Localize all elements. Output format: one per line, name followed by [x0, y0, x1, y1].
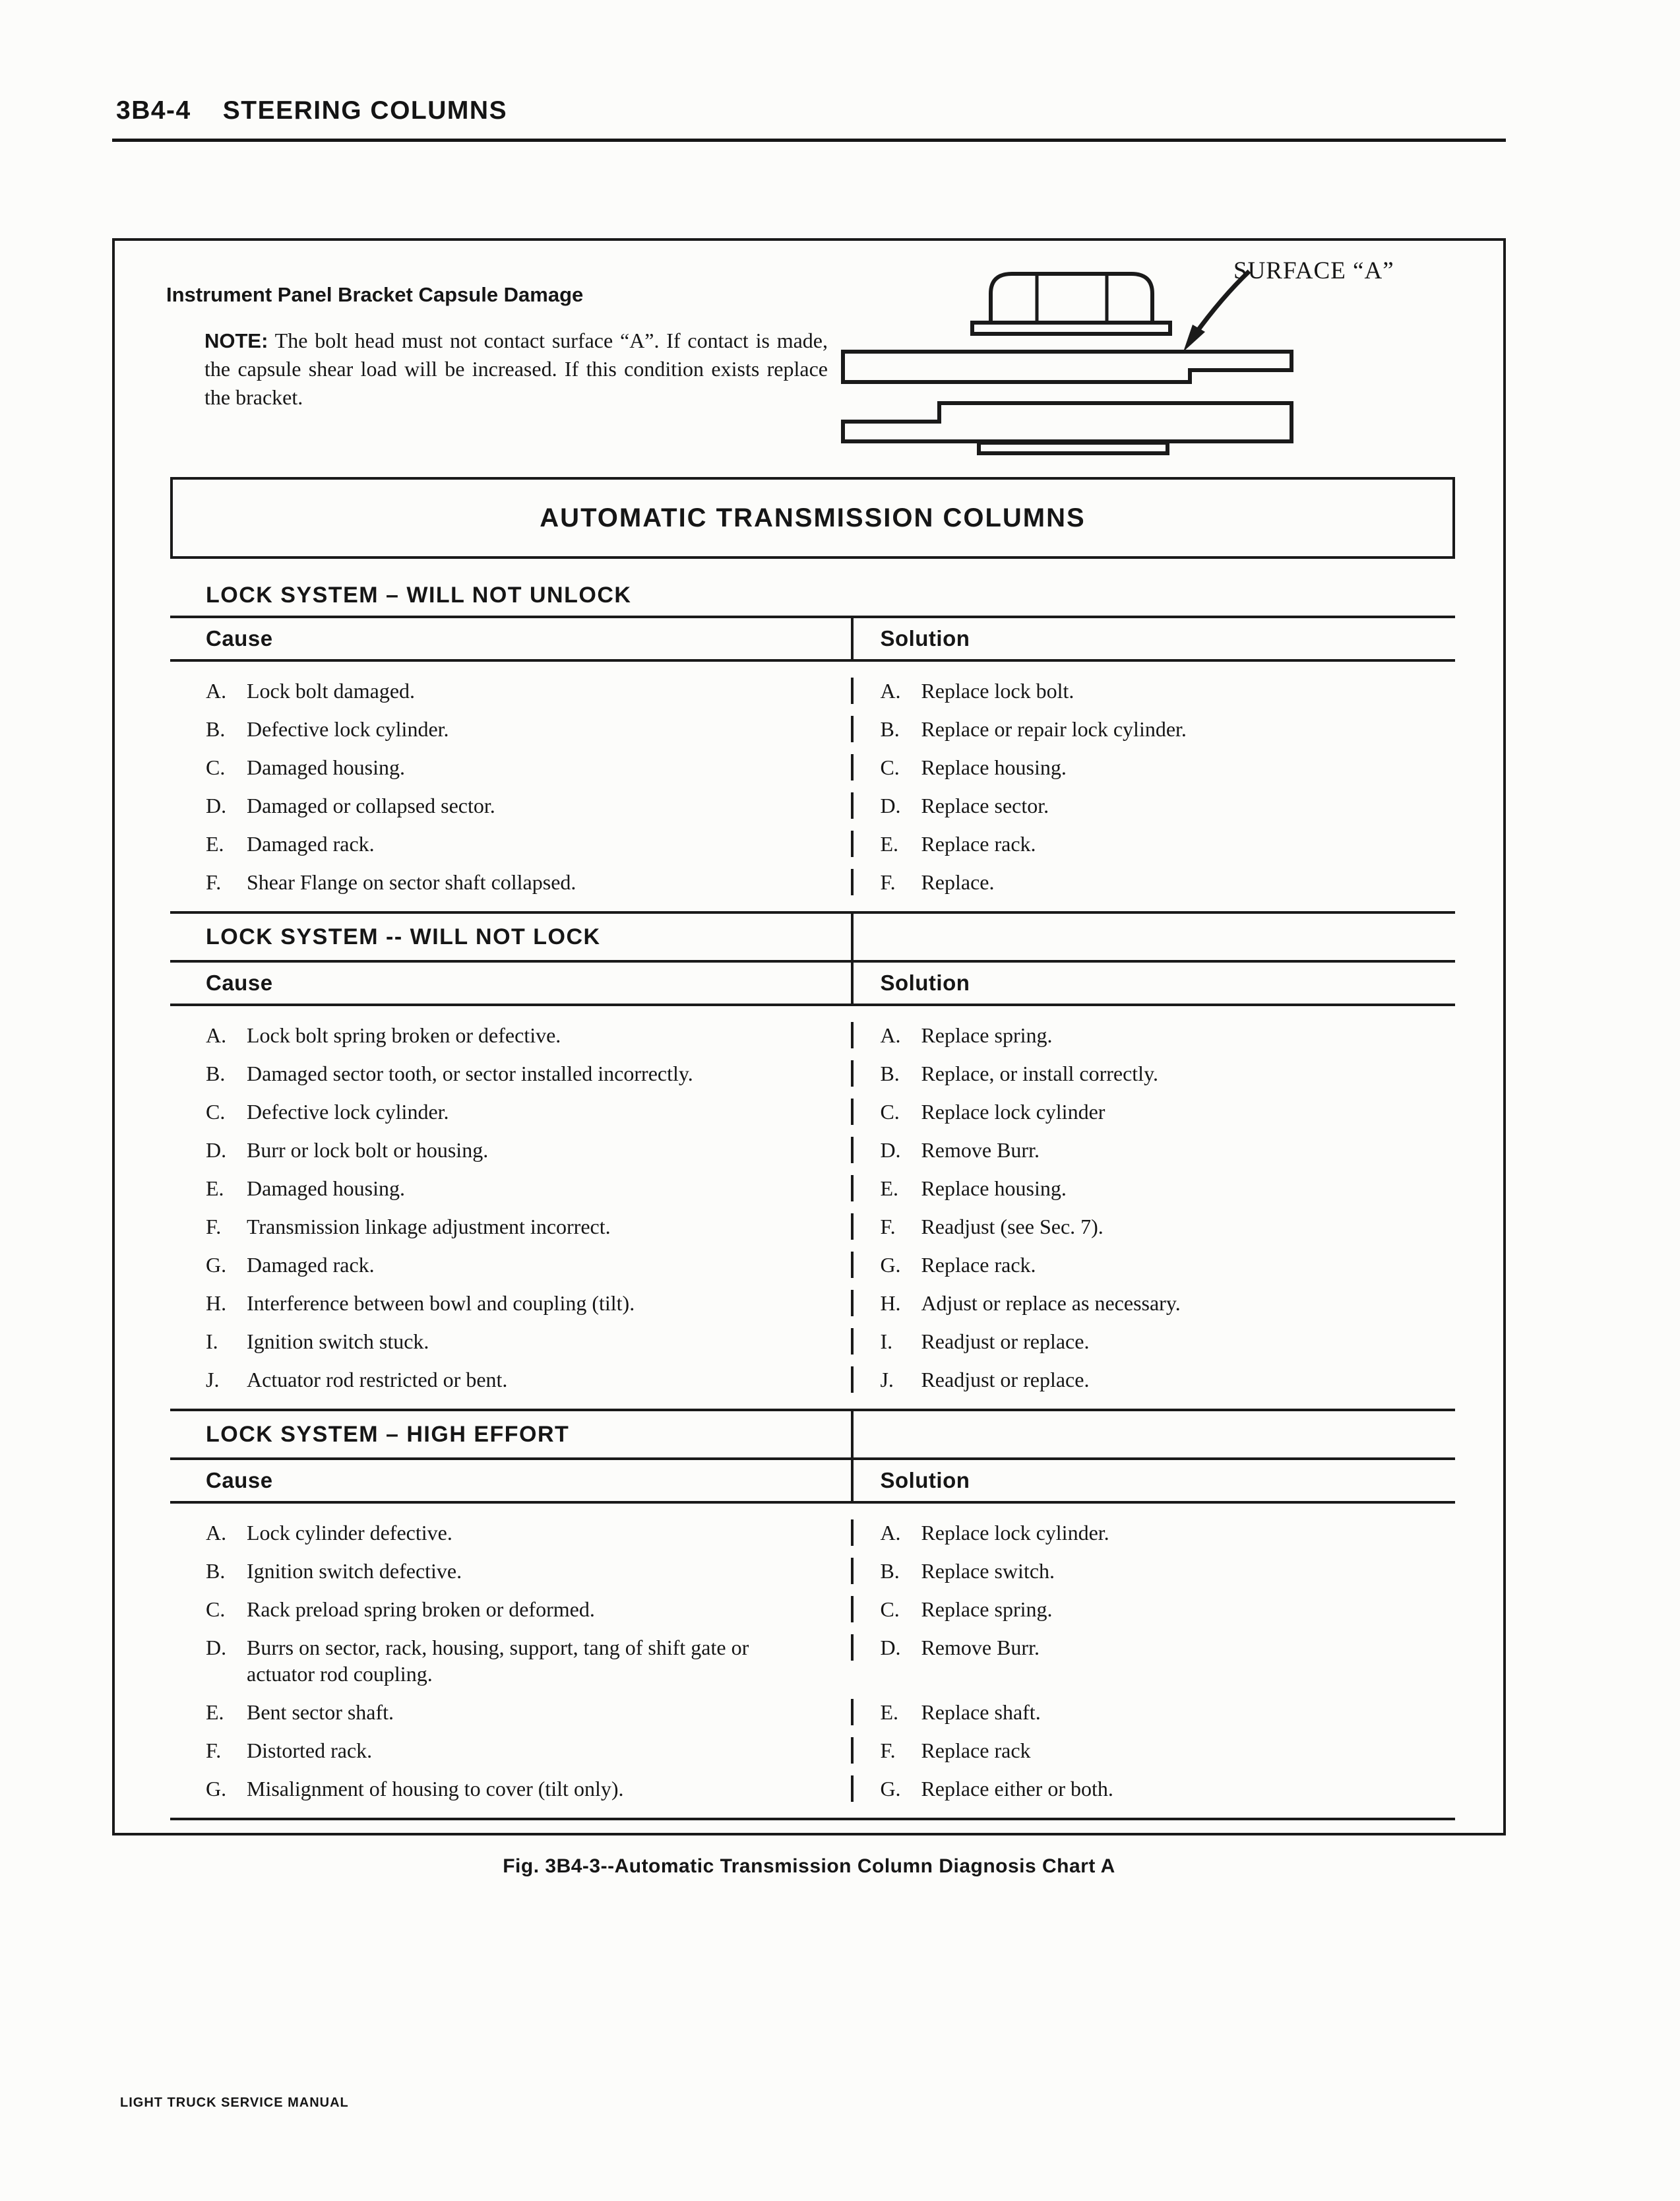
solution-letter: B. — [880, 1559, 900, 1583]
solution-text: Replace lock cylinder. — [921, 1521, 1109, 1545]
solution-column-header — [851, 618, 1455, 659]
cause-text: Damaged rack. — [247, 832, 375, 856]
cause-entry — [170, 678, 851, 704]
cause-letter: G. — [206, 1777, 227, 1801]
solution-text: Replace lock cylinder — [921, 1100, 1105, 1124]
cause-text: Interference between bowl and coupling (tilt). — [247, 1291, 635, 1315]
solution-text: Remove Burr. — [921, 1138, 1040, 1162]
cause-text: Lock cylinder defective. — [247, 1521, 452, 1545]
bolt-head-shape — [991, 274, 1152, 323]
cause-letter: D. — [206, 1138, 227, 1162]
solution-header-label: Solution — [880, 1468, 970, 1492]
cause-entry — [170, 754, 851, 781]
cause-entry — [170, 1213, 851, 1240]
cause-letter: F. — [206, 1738, 222, 1762]
diagnosis-row — [170, 754, 1455, 781]
solution-letter: E. — [880, 832, 898, 856]
cause-text: Lock bolt spring broken or defective. — [247, 1023, 561, 1047]
solution-column-header — [851, 963, 1455, 1004]
cause-text: Damaged rack. — [247, 1253, 375, 1277]
section-heading-row — [170, 1411, 1455, 1457]
solution-text: Replace housing. — [921, 1176, 1067, 1200]
solution-text: Readjust or replace. — [921, 1368, 1090, 1391]
solution-entry — [851, 1099, 1455, 1125]
diagnosis-row — [170, 1596, 1455, 1622]
solution-text: Readjust (see Sec. 7). — [921, 1215, 1104, 1238]
cause-text: Misalignment of housing to cover (tilt only). — [247, 1777, 624, 1801]
solution-entry — [851, 1699, 1455, 1725]
solution-letter: E. — [880, 1176, 898, 1200]
cause-letter: E. — [206, 832, 224, 856]
solution-entry — [851, 1558, 1455, 1584]
cause-text: Damaged housing. — [247, 755, 405, 779]
cause-text: Damaged or collapsed sector. — [247, 794, 495, 817]
cause-entry — [170, 1328, 851, 1355]
section-heading-spacer — [851, 914, 1455, 960]
solution-entry — [851, 792, 1455, 819]
solution-entry — [851, 1290, 1455, 1316]
cause-entry — [170, 1519, 851, 1546]
diagnosis-chart-box — [112, 238, 1506, 1835]
diagnosis-row — [170, 678, 1455, 704]
cause-letter: E. — [206, 1176, 224, 1200]
cause-text: Ignition switch defective. — [247, 1559, 462, 1583]
solution-letter: A. — [880, 1023, 901, 1047]
figure-caption: Fig. 3B4-3--Automatic Transmission Column Diagnosis Chart A — [503, 1855, 1115, 1877]
cause-letter: I. — [206, 1329, 218, 1353]
solution-letter: I. — [880, 1329, 893, 1353]
page-title: STEERING COLUMNS — [222, 96, 508, 125]
cause-entry — [170, 1366, 851, 1393]
lower-bracket-plate — [843, 403, 1291, 441]
cause-entry — [170, 1775, 851, 1802]
section-heading-cell — [170, 1411, 851, 1457]
cause-entry — [170, 1060, 851, 1087]
cause-text: Damaged housing. — [247, 1176, 405, 1200]
diagnosis-row — [170, 1252, 1455, 1278]
cause-letter: C. — [206, 1597, 226, 1621]
section-rows — [170, 1504, 1455, 1818]
cause-entry — [170, 1558, 851, 1584]
solution-letter: G. — [880, 1777, 901, 1801]
solution-entry — [851, 869, 1455, 895]
solution-entry — [851, 1252, 1455, 1278]
solution-text: Replace lock bolt. — [921, 679, 1074, 703]
solution-entry — [851, 1737, 1455, 1764]
solution-text: Replace rack. — [921, 832, 1036, 856]
diagnosis-row — [170, 1328, 1455, 1355]
cause-text: Lock bolt damaged. — [247, 679, 416, 703]
diagnosis-row — [170, 1519, 1455, 1546]
cause-text: Ignition switch stuck. — [247, 1329, 429, 1353]
solution-entry — [851, 1366, 1455, 1393]
solution-entry — [851, 1328, 1455, 1355]
cause-entry — [170, 1175, 851, 1201]
cause-letter: B. — [206, 1062, 226, 1085]
running-head — [116, 96, 507, 125]
solution-text: Replace housing. — [921, 755, 1067, 779]
section-heading-row — [170, 575, 1455, 616]
solution-entry — [851, 1060, 1455, 1087]
cause-letter: D. — [206, 794, 227, 817]
solution-letter: J. — [880, 1368, 894, 1391]
solution-letter: B. — [880, 717, 900, 741]
cause-entry — [170, 716, 851, 742]
solution-letter: C. — [880, 1100, 900, 1124]
column-header-row — [170, 963, 1455, 1004]
column-header-row — [170, 1460, 1455, 1501]
bolt-washer-shape — [972, 323, 1170, 334]
solution-column-header — [851, 1460, 1455, 1501]
diagnosis-row — [170, 1060, 1455, 1087]
cause-letter: B. — [206, 717, 226, 741]
solution-text: Replace spring. — [921, 1023, 1053, 1047]
solution-text: Readjust or replace. — [921, 1329, 1090, 1353]
solution-text: Replace, or install correctly. — [921, 1062, 1158, 1085]
cause-letter: A. — [206, 679, 227, 703]
diagnosis-row — [170, 1775, 1455, 1802]
solution-text: Replace rack. — [921, 1253, 1036, 1277]
solution-letter: B. — [880, 1062, 900, 1085]
solution-entry — [851, 1175, 1455, 1201]
solution-letter: H. — [880, 1291, 901, 1315]
solution-letter: G. — [880, 1253, 901, 1277]
solution-text: Replace either or both. — [921, 1777, 1113, 1801]
cause-text: Shear Flange on sector shaft collapsed. — [247, 870, 576, 894]
section-heading: LOCK SYSTEM -- WILL NOT LOCK — [206, 924, 601, 949]
column-header-row — [170, 618, 1455, 659]
solution-text: Replace switch. — [921, 1559, 1055, 1583]
cause-entry — [170, 869, 851, 895]
chart-title-box — [170, 477, 1455, 559]
diagnosis-row — [170, 1699, 1455, 1725]
solution-text: Replace rack — [921, 1738, 1031, 1762]
solution-letter: D. — [880, 1636, 901, 1659]
solution-entry — [851, 1519, 1455, 1546]
cause-letter: A. — [206, 1023, 227, 1047]
diagnosis-row — [170, 716, 1455, 742]
cause-letter: G. — [206, 1253, 227, 1277]
section-heading-cell — [170, 914, 851, 960]
section-heading-cell — [170, 575, 851, 616]
cause-text: Rack preload spring broken or deformed. — [247, 1597, 595, 1621]
solution-entry — [851, 1213, 1455, 1240]
solution-entry — [851, 678, 1455, 704]
solution-entry — [851, 1596, 1455, 1622]
solution-letter: D. — [880, 1138, 901, 1162]
solution-letter: C. — [880, 755, 900, 779]
cause-letter: A. — [206, 1521, 227, 1545]
cause-letter: F. — [206, 1215, 222, 1238]
surface-a-label: SURFACE “A” — [1233, 257, 1394, 284]
solution-letter: F. — [880, 1738, 896, 1762]
diagnosis-table — [170, 575, 1455, 1820]
cause-entry — [170, 1252, 851, 1278]
section-heading-row — [170, 914, 1455, 960]
cause-text: Distorted rack. — [247, 1738, 373, 1762]
diagnosis-row — [170, 1137, 1455, 1163]
cause-header-label: Cause — [206, 971, 273, 995]
diagnosis-row — [170, 831, 1455, 857]
bracket-diagram-drawing — [819, 251, 1433, 479]
solution-text: Replace sector. — [921, 794, 1049, 817]
diagnosis-row — [170, 1634, 1455, 1687]
solution-text: Replace. — [921, 870, 995, 894]
diagnosis-row — [170, 792, 1455, 819]
manual-footer: LIGHT TRUCK SERVICE MANUAL — [120, 2095, 349, 2110]
solution-letter: E. — [880, 1700, 898, 1724]
cause-letter: B. — [206, 1559, 226, 1583]
diagnosis-row — [170, 1737, 1455, 1764]
cause-letter: C. — [206, 755, 226, 779]
solution-text: Adjust or replace as necessary. — [921, 1291, 1181, 1315]
solution-entry — [851, 1022, 1455, 1048]
bracket-note — [204, 327, 828, 412]
cause-column-header — [170, 963, 851, 1004]
cause-text: Bent sector shaft. — [247, 1700, 394, 1724]
cause-entry — [170, 831, 851, 857]
solution-text: Replace shaft. — [921, 1700, 1041, 1724]
chart-title: AUTOMATIC TRANSMISSION COLUMNS — [540, 503, 1086, 532]
solution-letter: F. — [880, 1215, 896, 1238]
diagnosis-row — [170, 1099, 1455, 1125]
solution-text: Replace or repair lock cylinder. — [921, 717, 1187, 741]
cause-text: Actuator rod restricted or bent. — [247, 1368, 508, 1391]
table-rule — [170, 1818, 1455, 1820]
cause-entry — [170, 792, 851, 819]
cause-text: Transmission linkage adjustment incorrect. — [247, 1215, 611, 1238]
solution-letter: A. — [880, 679, 901, 703]
section-heading: LOCK SYSTEM – HIGH EFFORT — [206, 1421, 570, 1447]
cause-entry — [170, 1099, 851, 1125]
note-label: NOTE: — [204, 329, 268, 352]
cause-entry — [170, 1137, 851, 1163]
solution-letter: A. — [880, 1521, 901, 1545]
bracket-damage-heading: Instrument Panel Bracket Capsule Damage — [166, 283, 584, 306]
section-heading: LOCK SYSTEM – WILL NOT UNLOCK — [206, 582, 632, 608]
cause-letter: J. — [206, 1368, 220, 1391]
solution-header-label: Solution — [880, 626, 970, 651]
solution-header-label: Solution — [880, 971, 970, 995]
solution-entry — [851, 754, 1455, 781]
solution-letter: F. — [880, 870, 896, 894]
solution-letter: C. — [880, 1597, 900, 1621]
bracket-capsule-diagram — [819, 251, 1433, 479]
cause-text: Defective lock cylinder. — [247, 717, 449, 741]
cause-text: Defective lock cylinder. — [247, 1100, 449, 1124]
diagnosis-row — [170, 1175, 1455, 1201]
cause-column-header — [170, 1460, 851, 1501]
diagnosis-row — [170, 1213, 1455, 1240]
solution-text: Remove Burr. — [921, 1636, 1040, 1659]
cause-text: Burrs on sector, rack, housing, support, tang of shift gate or actuator rod coupling. — [247, 1636, 749, 1686]
solution-entry — [851, 716, 1455, 742]
solution-entry — [851, 1634, 1455, 1661]
cause-column-header — [170, 618, 851, 659]
diagnosis-row — [170, 1022, 1455, 1048]
solution-entry — [851, 1137, 1455, 1163]
section-heading-spacer — [851, 1411, 1455, 1457]
cause-text: Damaged sector tooth, or sector installed incorrectly. — [247, 1062, 693, 1085]
header-rule — [112, 139, 1506, 142]
solution-letter: D. — [880, 794, 901, 817]
upper-bracket-plate — [843, 352, 1291, 382]
solution-entry — [851, 1775, 1455, 1802]
solution-text: Replace spring. — [921, 1597, 1053, 1621]
cause-entry — [170, 1596, 851, 1622]
lower-washer-shape — [979, 443, 1167, 453]
cause-entry — [170, 1022, 851, 1048]
solution-entry — [851, 831, 1455, 857]
cause-header-label: Cause — [206, 626, 273, 651]
section-rows — [170, 662, 1455, 911]
cause-text: Burr or lock bolt or housing. — [247, 1138, 489, 1162]
diagnosis-row — [170, 1290, 1455, 1316]
diagnosis-row — [170, 1558, 1455, 1584]
cause-letter: D. — [206, 1636, 227, 1659]
cause-letter: E. — [206, 1700, 224, 1724]
cause-entry — [170, 1290, 851, 1316]
cause-entry — [170, 1699, 851, 1725]
section-rows — [170, 1006, 1455, 1409]
cause-header-label: Cause — [206, 1468, 273, 1492]
diagnosis-row — [170, 1366, 1455, 1393]
cause-letter: H. — [206, 1291, 227, 1315]
note-text: The bolt head must not contact surface “A”. If contact is made, the capsule shear load will be increased. If this condition exists replace the bracket. — [204, 329, 828, 409]
cause-entry — [170, 1634, 851, 1687]
cause-entry — [170, 1737, 851, 1764]
diagnosis-row — [170, 869, 1455, 895]
section-heading-spacer — [851, 575, 1455, 616]
page-code: 3B4-4 — [116, 96, 191, 125]
cause-letter: C. — [206, 1100, 226, 1124]
cause-letter: F. — [206, 870, 222, 894]
